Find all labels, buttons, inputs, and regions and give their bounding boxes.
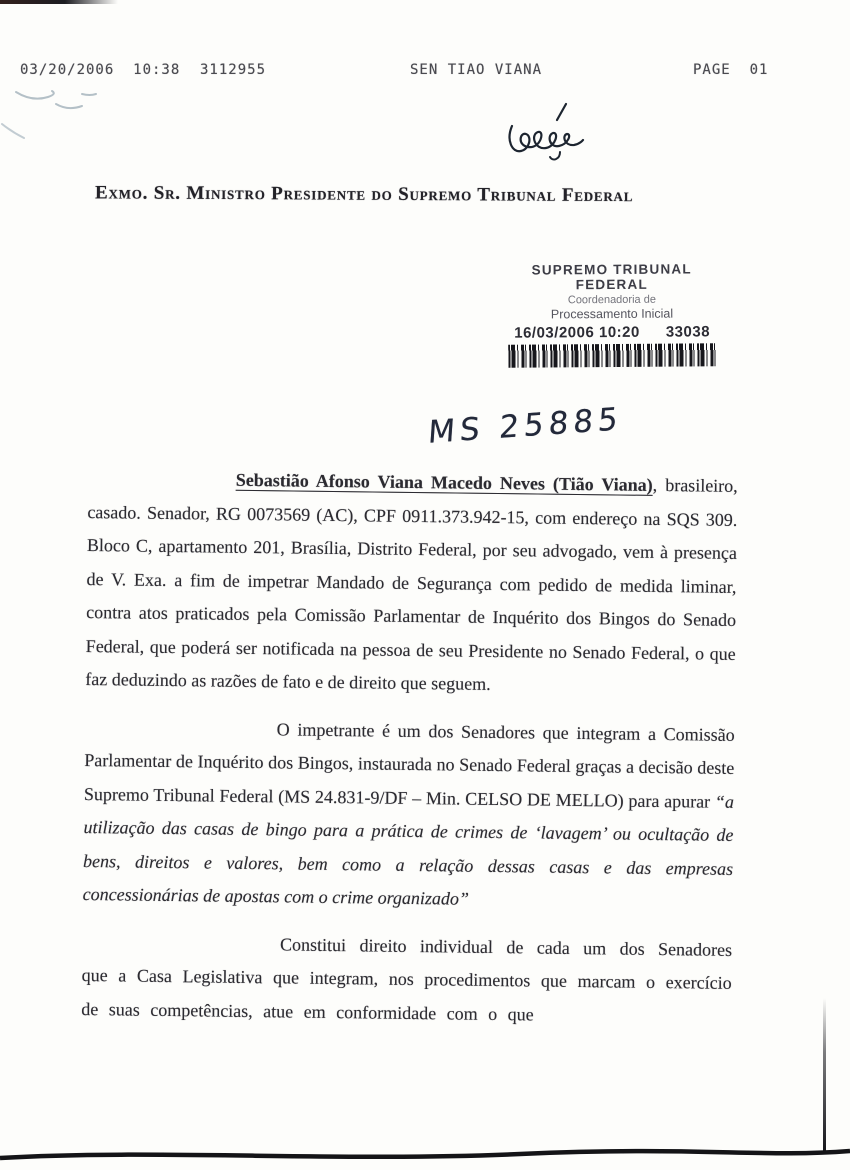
paragraph-cpi-context — [83, 710, 735, 919]
paragraph-senator-right: Constitui direito individual de cada um dos Senadores que a Casa Legislativa que integram, nos procedimentos que marcam o exercício de suas competências, atue em conformidade com o que — [81, 933, 733, 1024]
stamp-court-name: SUPREMO TRIBUNAL FEDERAL — [531, 261, 692, 293]
fax-datetime: 03/20/2006 10:38 — [20, 62, 181, 78]
handwritten-copia — [498, 98, 633, 171]
petitioner-name: Sebastião Afonso Viana Macedo Neves (Tião Viana) — [235, 469, 653, 495]
scan-edge-artifact-right — [823, 998, 826, 1152]
pencil-smudge — [12, 80, 104, 118]
scan-edge-artifact-top — [0, 0, 118, 4]
scan-edge-artifact-bottom — [0, 1144, 850, 1168]
stamp-barcode — [508, 343, 716, 367]
fax-header — [0, 62, 850, 82]
protocol-stamp — [500, 261, 725, 368]
petition-body — [81, 462, 738, 1048]
cpi-context-text: O impetrante é um dos Senadores que integram a Comissão Parlamentar de Inquérito dos Bingos, instaurada no Senado Federal graças a decisão deste Supremo Tribunal Federal (MS 24.831-9/DF – Min. CELSO DE MELLO) para apurar — [83, 718, 735, 812]
stamp-office-line2: Processamento Inicial — [550, 306, 674, 322]
handwritten-case-number: MS 25885 — [426, 401, 624, 451]
qualification-text: , brasileiro, casado. Senador, RG 0073569 (AC), CPF 0911.373.942-15, com endereço na SQS 309. Bloco C, apartamento 201, Brasília, Distrito Federal, por seu advogado, vem à presença de V. Exa. a fim de impetrar Mandado de Segurança com pedido de medida liminar, contra atos praticados pela Comissão Parlamentar de Inquérito dos Bingos do Senado Federal, que poderá ser notificada na pessoa de seu Presidente no Senado Federal, o que faz deduzindo as razões de fato e de direito que seguem. — [85, 474, 738, 694]
stamp-date-number — [500, 323, 724, 342]
stamp-date: 16/03/2006 10:20 — [514, 323, 640, 342]
stamp-protocol-number: 33038 — [665, 323, 711, 341]
cpi-purpose-quote: “a utilização das casas de bingo para a prática de crimes de ‘lavagem’ ou ocultação de bens, direitos e valores, bem como a relação dessas casas e das empresas concessionárias de apostas com o crime organizado” — [82, 791, 735, 909]
copia-label — [633, 98, 634, 99]
document-title: Exmo. Sr. Ministro Presidente do Supremo Tribunal Federal — [94, 182, 634, 207]
pencil-smudge-small — [0, 116, 30, 146]
paragraph-qualification — [85, 462, 738, 704]
fax-number: 3112955 — [200, 62, 267, 78]
fax-page-number: PAGE 01 — [693, 62, 769, 78]
fax-sender: SEN TIAO VIANA — [410, 62, 543, 78]
copia-scribble-icon — [498, 98, 633, 166]
stamp-office-line1: Coordenadoria de — [567, 293, 656, 307]
